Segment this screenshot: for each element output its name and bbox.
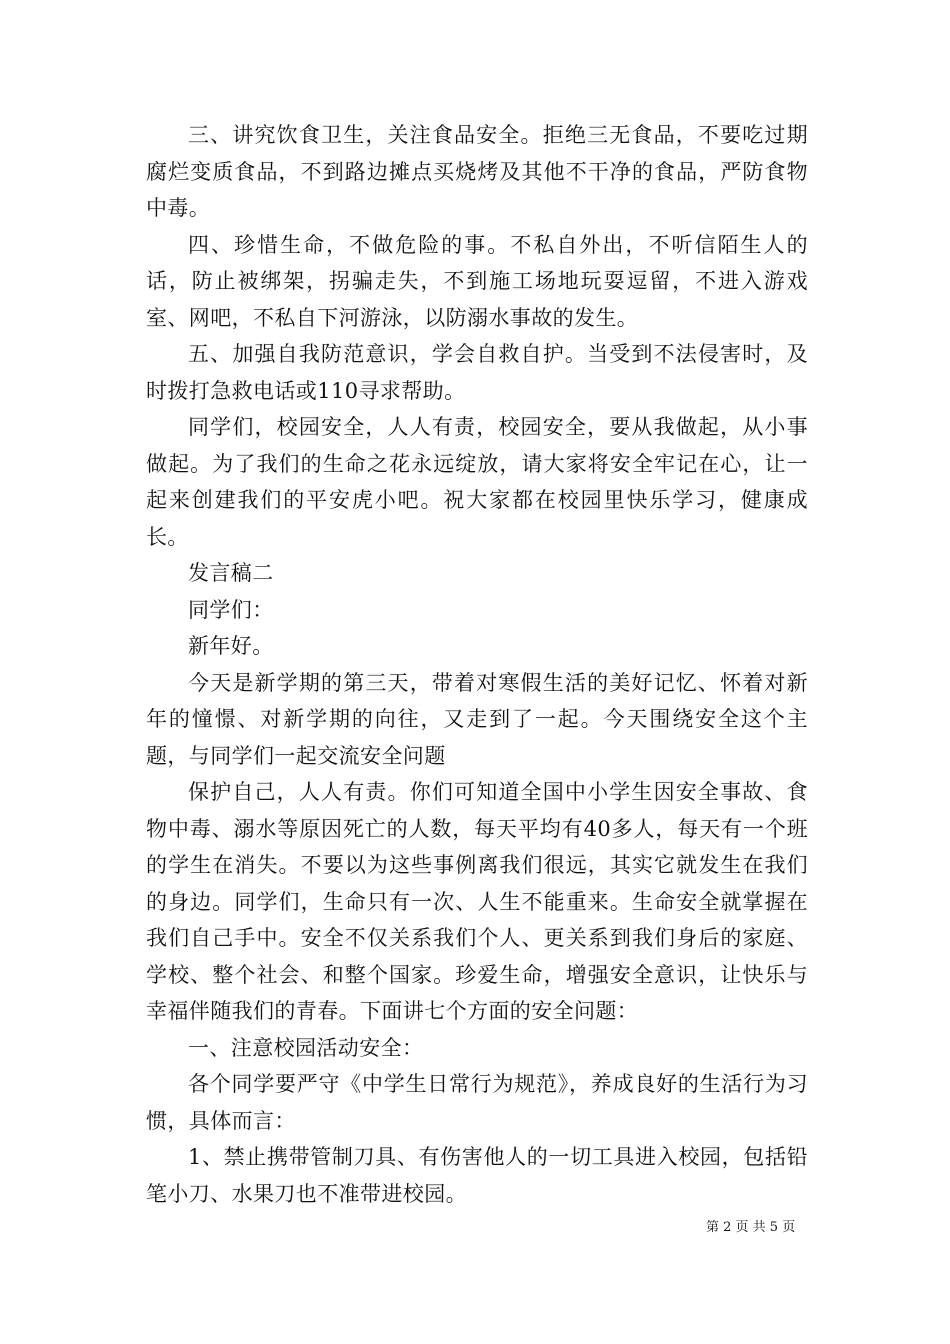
paragraph-salutation: 同学们： [188, 597, 274, 622]
paragraph-cherish-life: 四、珍惜生命，不做危险的事。不私自外出，不听信陌生人的话，防止被绑架，拐骗走失，不到施工场地玩耍逗留，不进入游戏室、网吧，不私自下河游泳，以防溺水事故的发生。 [146, 232, 808, 330]
paragraph-self-protection: 五、加强自我防范意识，学会自救自护。当受到不法侵害时，及时拨打急救电话或110寻求帮助。 [146, 342, 808, 403]
paragraph-new-semester: 今天是新学期的第三天，带着对寒假生活的美好记忆、怀着对新年的憧憬、对新学期的向往，又走到了一起。今天围绕安全这个主题，与同学们一起交流安全问题 [146, 670, 808, 768]
document-body [146, 117, 808, 1212]
paragraph-campus-activity-heading: 一、注意校园活动安全： [188, 1035, 424, 1060]
paragraph-protect-yourself: 保护自己，人人有责。你们可知道全国中小学生因安全事故、食物中毒、溺水等原因死亡的人数，每天平均有40多人，每天有一个班的学生在消失。不要以为这些事例离我们很远，其实它就发生在我们的身边。同学们，生命只有一次、人生不能重来。生命安全就掌握在我们自己手中。安全不仅关系我们个人、更关系到我们身后的家庭、学校、整个社会、和整个国家。珍爱生命，增强安全意识，让快乐与幸福伴随我们的青春。下面讲七个方面的安全问题： [146, 780, 808, 1023]
section-heading-speech-two: 发言稿二 [188, 561, 274, 585]
paragraph-food-safety: 三、讲究饮食卫生，关注食品安全。拒绝三无食品，不要吃过期腐烂变质食品，不到路边摊点买烧烤及其他不干净的食品，严防食物中毒。 [146, 123, 808, 220]
paragraph-closing-remarks: 同学们，校园安全，人人有责，校园安全，要从我做起，从小事做起。为了我们的生命之花永远绽放，请大家将安全牢记在心，让一起来创建我们的平安虎小吧。祝大家都在校园里快乐学习，健康成长。 [146, 415, 808, 549]
paragraph-code-of-conduct: 各个同学要严守《中学生日常行为规范》，养成良好的生活行为习惯，具体而言： [146, 1072, 808, 1133]
page-number-footer: 第 2 页 共 5 页 [706, 1220, 796, 1235]
paragraph-no-knives: 1、禁止携带管制刀具、有伤害他人的一切工具进入校园，包括铅笔小刀、水果刀也不准带进校园。 [146, 1145, 808, 1206]
paragraph-greeting: 新年好。 [188, 634, 274, 658]
